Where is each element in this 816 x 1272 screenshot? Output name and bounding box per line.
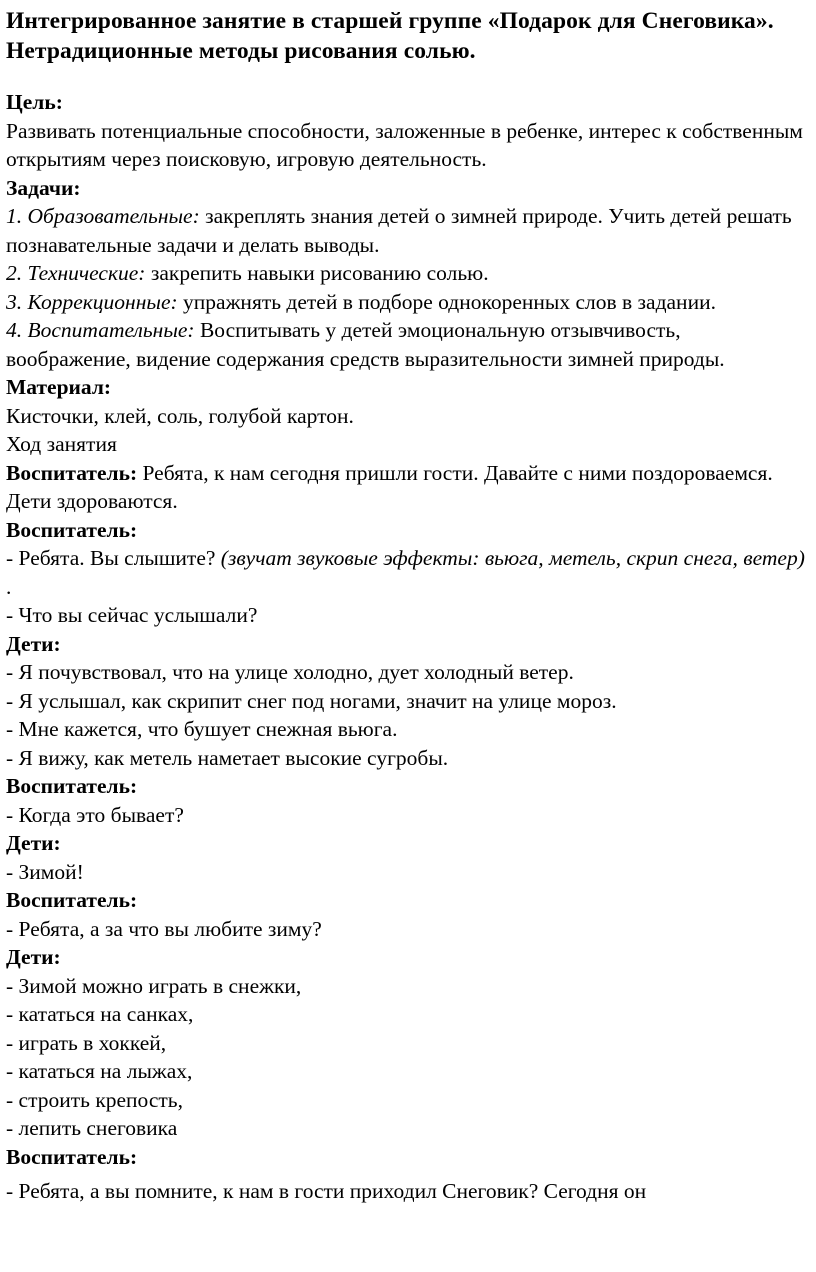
task-text: закреплять знания детей о зимней природе. Учить детей решать познавательные задачи и делать выводы. [6,204,792,257]
speaker-label: Дети: [6,945,61,969]
speaker-label: Воспитатель: [6,774,138,798]
speaker-label: Воспитатель: [6,1144,138,1169]
dialogue-line: - Я почувствовал, что на улице холодно, дует холодный ветер. [6,660,574,684]
task-text: Воспитывать у детей эмоциональную отзывчивость, воображение, видение содержания средств выразительности зимней природы. [6,318,725,371]
goal-text: Развивать потенциальные способности, заложенные в ребенке, интерес к собственным открытиям через поисковую, игровую деятельность. [6,118,803,171]
task-label: 3. Коррекционные: [6,289,178,314]
speech-text: Ребята, к нам сегодня пришли гости. Давайте с ними поздороваемся. [137,460,773,485]
dialogue-line: - Мне кажется, что бушует снежная вьюга. [6,717,398,741]
dialogue-line: - играть в хоккей, [6,1030,167,1055]
dialogue-line: - Когда это бывает? [6,802,184,827]
dialogue-line: - Я услышал, как скрипит снег под ногами, значит на улице мороз. [6,688,617,713]
task-text: упражнять детей в подборе однокоренных слов в задании. [177,289,716,314]
dialogue-line: - кататься на лыжах, [6,1059,193,1083]
speaker-label: Дети: [6,831,61,855]
course-heading: Ход занятия [6,432,117,456]
speaker-label: Воспитатель: [6,888,138,912]
dialogue-line: - Что вы сейчас услышали? [6,603,258,627]
dialogue-paragraph [6,459,806,488]
material-text: Кисточки, клей, соль, голубой картон. [6,403,354,428]
task-item [6,259,806,288]
stage-direction: (звучат звуковые эффекты: вьюга, метель, скрип снега, ветер) [220,546,805,570]
tasks-heading: Задачи: [6,175,81,200]
dialogue-line: - Зимой! [6,859,84,884]
speaker-label: Дети: [6,631,61,656]
task-item [6,202,806,259]
dialogue-line: - Ребята, а вы помните, к нам в гости приходил Снеговик? Сегодня он [6,1179,647,1203]
speech-text: - Ребята. Вы слышите? [6,546,221,570]
dialogue-line [6,544,806,601]
task-item [6,288,806,317]
task-label: 4. Воспитательные: [6,318,195,342]
task-text: закрепить навыки рисованию солью. [145,261,489,285]
dialogue-line: - Я вижу, как метель наметает высокие сугробы. [6,745,449,770]
dialogue-line: Дети здороваются. [6,489,178,513]
dialogue-line: - кататься на санках, [6,1002,194,1026]
goal-heading: Цель: [6,90,63,114]
speech-text: . [6,574,12,599]
material-heading: Материал: [6,375,112,399]
task-label: 1. Образовательные: [6,204,200,228]
dialogue-line: - Зимой можно играть в снежки, [6,973,302,998]
dialogue-line: - Ребята, а за что вы любите зиму? [6,916,322,941]
task-label: 2. Технические: [6,261,146,285]
dialogue-line: - лепить снеговика [6,1116,178,1140]
dialogue-line: - строить крепость, [6,1087,183,1112]
task-item [6,316,806,373]
speaker-label: Воспитатель: [6,517,138,542]
document-title: Интегрированное занятие в старшей группе «Подарок для Снеговика». Нетрадиционные методы рисования солью. [6,8,774,64]
speaker-label: Воспитатель: [6,460,138,485]
